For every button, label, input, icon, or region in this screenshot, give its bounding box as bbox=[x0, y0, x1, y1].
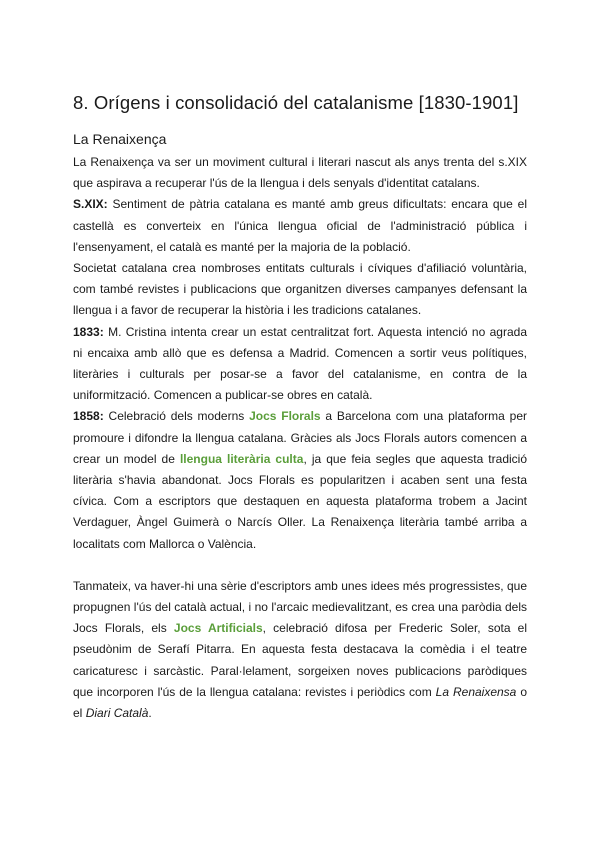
section-heading: La Renaixença bbox=[73, 131, 167, 147]
date-label: 1858: bbox=[73, 409, 104, 424]
highlight-term: Jocs Florals bbox=[249, 409, 321, 424]
paragraph-intro: La Renaixença va ser un moviment cultural i literari nascut als anys trenta del s.XIX que aspirava a recuperar l'ús de la llengua i dels senyals d'identitat catalans. bbox=[73, 155, 527, 191]
paragraph-text: a Barcelona com una plataforma per promoure i difondre la llengua catalana. Gràcies als Jocs Florals autors comencen a crear un model de bbox=[73, 409, 528, 466]
paragraph-text: . bbox=[148, 706, 152, 721]
paragraph-text: , ja que feia segles que aquesta tradició literària s'havia abandonat. Jocs Florals es popularitzen i acaben sent una festa cívica. Com a escriptors que destaquen en aquesta plataforma trobem a Jacint Verdaguer, Àngel Guimerà o Narcís Oller. La Renaixença literària també arriba a localitats com Mallorca o València. bbox=[73, 451, 527, 551]
paragraph-text: , celebració difosa per Frederic Soler, sota el pseudònim de Serafí Pitarra. En aquesta festa destacava la comèdia i el teatre caricaturesc i sarcàstic. Paral·lelament, sorgeixen noves publicacions paròdiques que incorporen l'ús de la llengua catalana: revistes i periòdics com bbox=[73, 621, 528, 699]
date-label: 1833: bbox=[73, 324, 104, 339]
paragraph-sxix bbox=[73, 194, 527, 258]
highlight-term: llengua literària culta bbox=[179, 451, 304, 466]
paragraph-1858 bbox=[73, 406, 527, 554]
date-label: S.XIX: bbox=[73, 197, 108, 212]
paragraph-societat: Societat catalana crea nombroses entitats culturals i cíviques d'afiliació voluntària, com també revistes i publicacions que organitzen diverses campanyes defensant la llengua i a favor de recuperar la història i les tradicions catalanes. bbox=[73, 261, 527, 318]
page-title: 8. Orígens i consolidació del catalanisme [1830-1901] bbox=[73, 92, 519, 113]
paragraph-text: Celebració dels moderns bbox=[103, 409, 250, 424]
section-body bbox=[73, 152, 527, 724]
paragraph-gap bbox=[73, 555, 527, 576]
paragraph-text: Sentiment de pàtria catalana es manté amb greus dificultats: encara que el castellà es converteix en l'única llengua oficial de l'administració pública i l'ensenyament, el català es manté per la majoria de la població. bbox=[73, 197, 527, 254]
paragraph-text: o el bbox=[73, 684, 527, 721]
highlight-term: Jocs Artificials bbox=[173, 621, 263, 636]
publication-title: Diari Català bbox=[85, 706, 149, 721]
publication-title: La Renaixensa bbox=[435, 684, 517, 699]
paragraph-tanmateix bbox=[73, 576, 527, 724]
paragraph-1833 bbox=[73, 322, 527, 407]
paragraph-text: M. Cristina intenta crear un estat centralitzat fort. Aquesta intenció no agrada ni encaixa amb allò que es defensa a Madrid. Comencen a sortir veus polítiques, literàries i culturals per posar-se a favor del catalanisme, en contra de la uniformització. Comencen a publicar-se obres en català. bbox=[73, 324, 527, 403]
paragraph-text: Tanmateix, va haver-hi una sèrie d'escriptors amb unes idees més progressistes, que propugnen l'ús del català actual, i no l'arcaic medievalitzant, es crea una paròdia dels Jocs Florals, els bbox=[73, 578, 527, 636]
